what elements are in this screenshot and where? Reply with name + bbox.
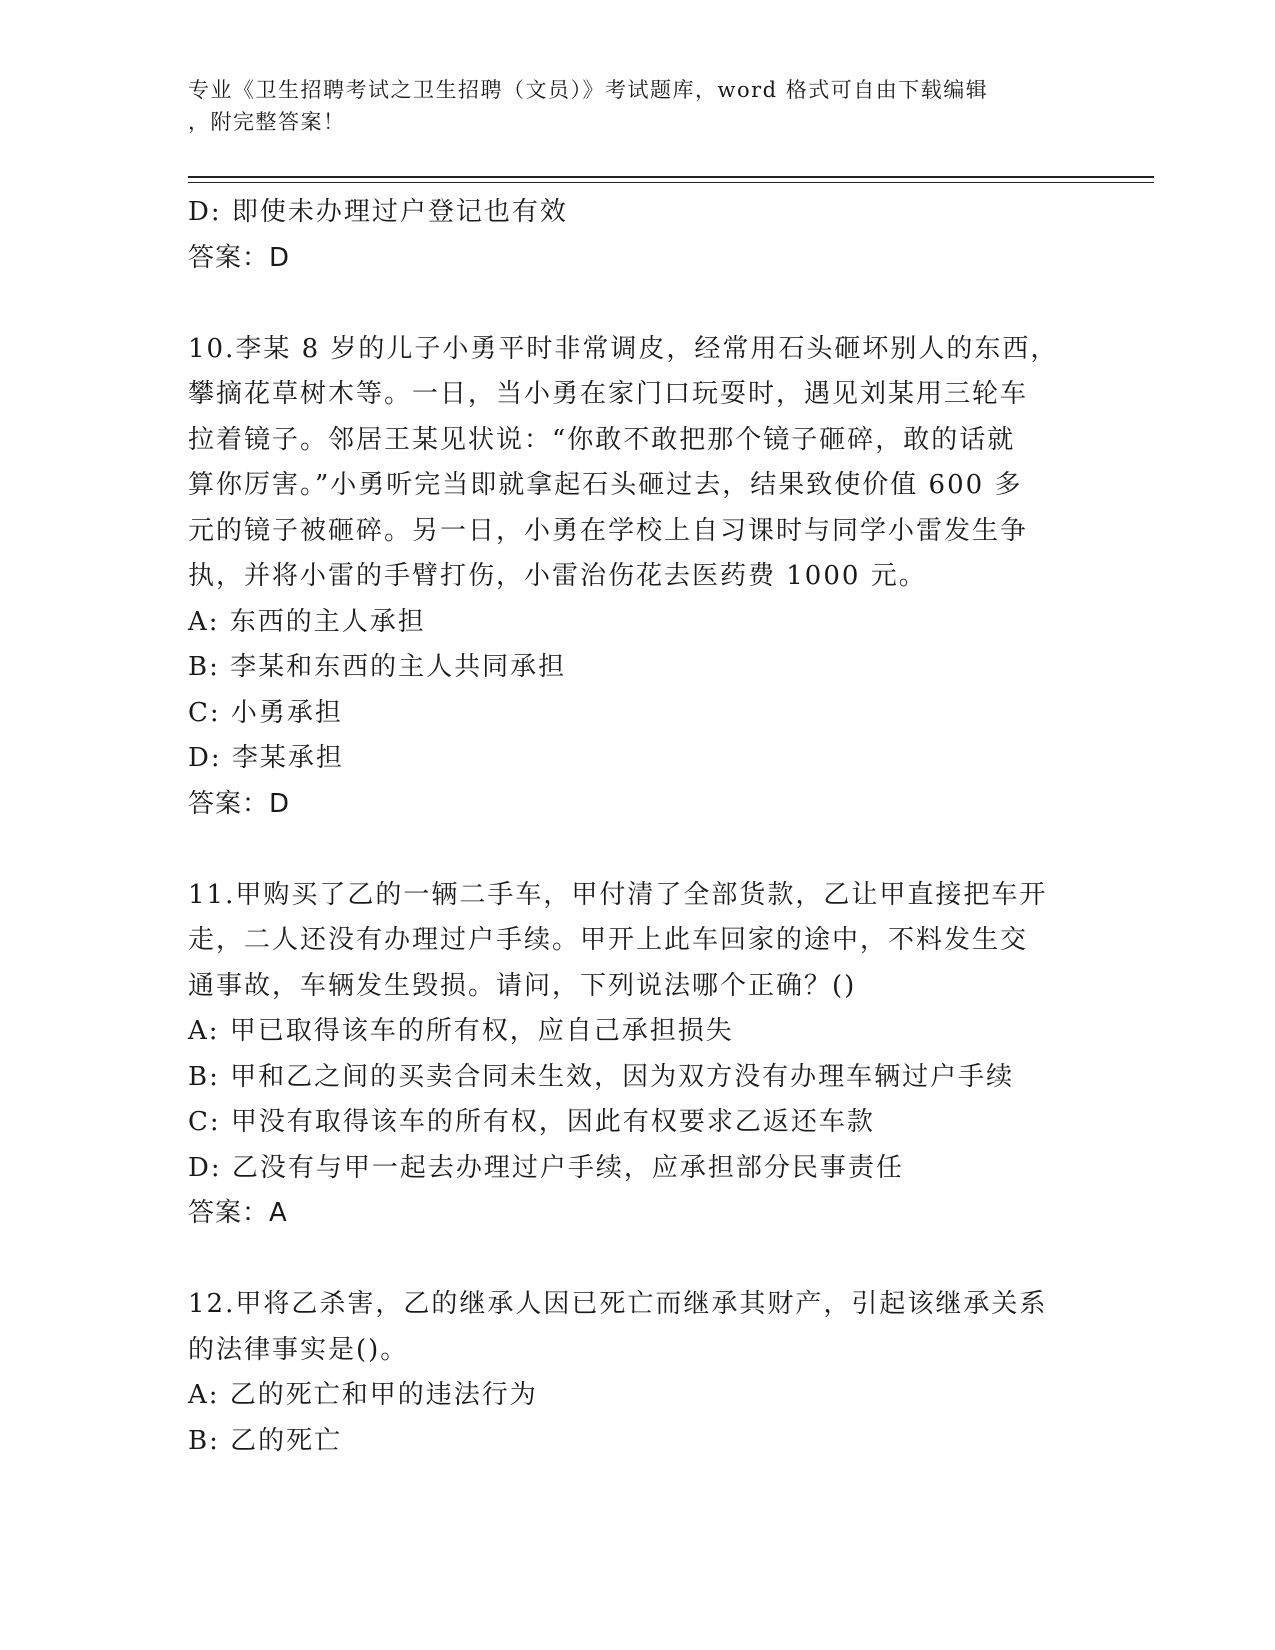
option-c: C: 甲没有取得该车的所有权，因此有权要求乙返还车款 [188,1107,875,1137]
header-line-2: ，附完整答案！ [188,110,346,134]
option-a: A: 东西的主人承担 [188,606,426,637]
question-stem-line: 通事故，车辆发生毁损。请问，下列说法哪个正确？() [188,970,857,1001]
option-c: C: 小勇承担 [188,697,343,728]
header-rule-thick [188,176,1154,178]
option-d: D: 即使未办理过户登记也有效 [188,197,568,227]
answer-label: 答案：A [188,1198,288,1228]
answer-label: 答案：D [188,788,291,819]
question-stem-line: 执，并将小雷的手臂打伤，小雷治伤花去医药费 1000 元。 [188,561,927,591]
option-d: D: 李某承担 [188,743,344,773]
document-header [188,74,1068,138]
question-stem-line: 拉着镜子。邻居王某见状说：“你敢不敢把那个镜子砸碎，敢的话就 [188,424,1016,455]
question-11 [188,873,1088,1237]
option-a: A: 乙的死亡和甲的违法行为 [188,1380,538,1410]
question-stem-line: 10.李某 8 岁的儿子小勇平时非常调皮，经常用石头砸坏别人的东西， [188,333,1059,364]
option-d: D: 乙没有与甲一起去办理过户手续，应承担部分民事责任 [188,1152,904,1183]
question-9-tail [188,190,1088,281]
question-stem-line: 算你厉害。”小勇听完当即就拿起石头砸过去，结果致使价值 600 多 [188,470,1023,500]
question-stem-line: 12.甲将乙杀害，乙的继承人因已死亡而继承其财产，引起该继承关系 [188,1289,1048,1319]
question-stem-line: 元的镜子被砸碎。另一日，小勇在学校上自习课时与同学小雷发生争 [188,515,1029,546]
question-stem-line: 攀摘花草树木等。一日，当小勇在家门口玩耍时，遇见刘某用三轮车 [188,379,1029,409]
option-b: B: 李某和东西的主人共同承担 [188,652,567,682]
answer-label: 答案：D [188,242,291,273]
option-a: A: 甲已取得该车的所有权，应自己承担损失 [188,1016,734,1046]
option-b: B: 甲和乙之间的买卖合同未生效，因为双方没有办理车辆过户手续 [188,1061,1015,1092]
question-10 [188,327,1088,828]
question-stem-line: 走，二人还没有办理过户手续。甲开上此车回家的途中，不料发生交 [188,925,1029,955]
question-stem-line: 的法律事实是()。 [188,1334,409,1365]
header-rule-thin [188,182,1154,183]
option-b: B: 乙的死亡 [188,1425,343,1456]
header-line-1: 专业《卫生招聘考试之卫生招聘（文员）》考试题库，word 格式可自由下载编辑 [188,78,989,102]
question-stem-line: 11.甲购买了乙的一辆二手车，甲付清了全部货款，乙让甲直接把车开 [188,879,1048,910]
document-body [188,190,1088,1464]
question-12 [188,1282,1088,1464]
